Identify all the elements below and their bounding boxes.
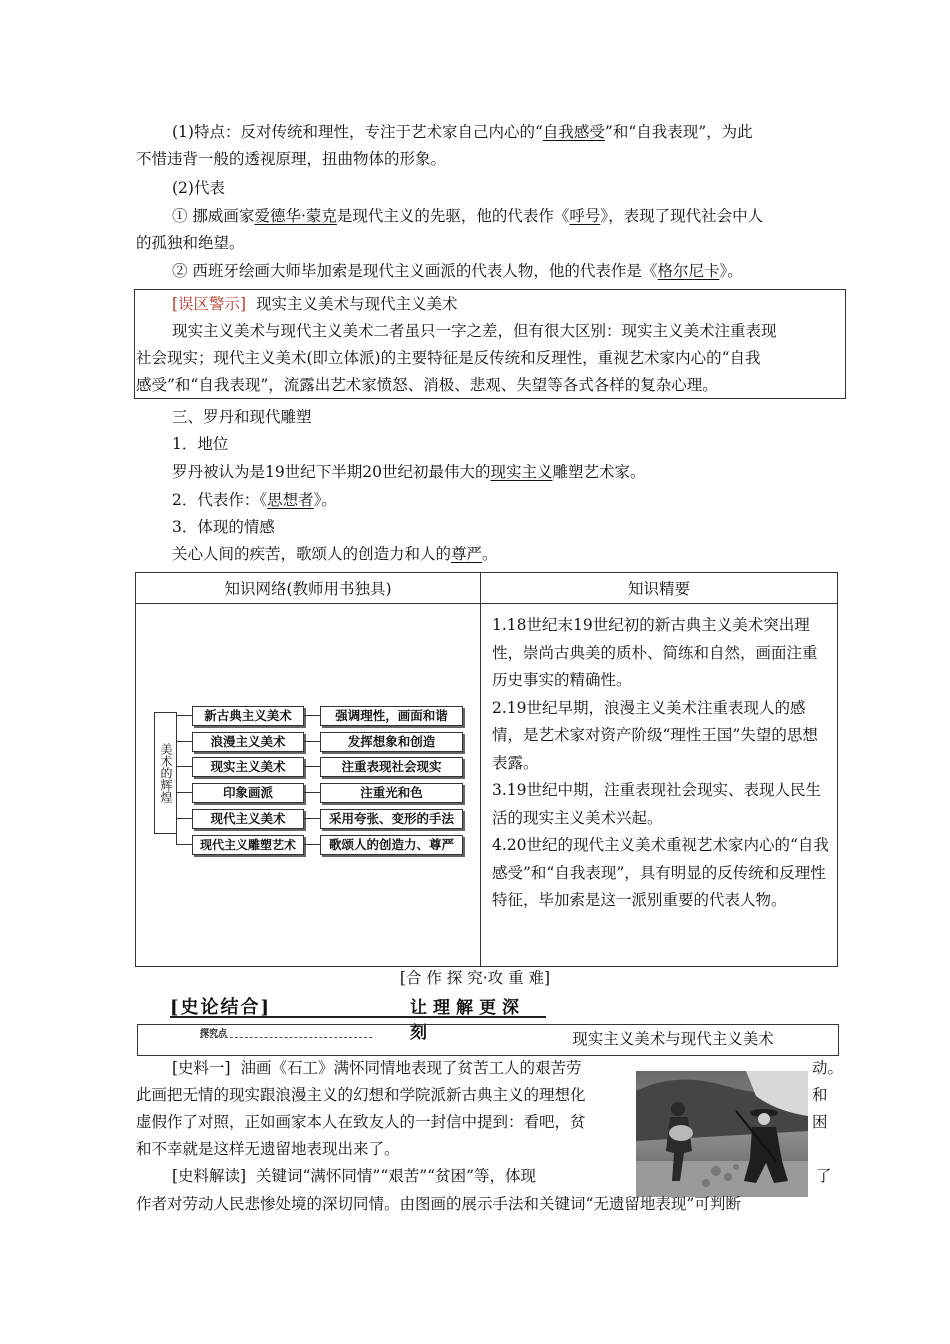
banner-left: [史论结合] [170, 997, 272, 1018]
mindmap-connector [176, 741, 192, 742]
essence-item: 2.19世纪早期，浪漫主义美术注重表现人的感情，是艺术家对资产阶级“理性王国”失望的思想表露。 [492, 698, 818, 772]
material-text: 和 [812, 1086, 828, 1104]
mindmap-node: 发挥想象和创造 [320, 732, 463, 752]
paragraph: (1)特点：反对传统和理性，专注于艺术家自己内心的“自我感受”和“自我表现”，为此 [172, 123, 753, 141]
essence-list [492, 612, 832, 915]
mindmap-node: 采用夸张、变形的手法 [320, 809, 463, 829]
mindmap-connector [176, 714, 177, 844]
mindmap-connector [176, 715, 192, 716]
material-text: 和不幸就是这样无遗留地表现出来了。 [136, 1140, 400, 1158]
paragraph: ② 西班牙绘画大师毕加索是现代主义画派的代表人物，他的代表作是《格尔尼卡》。 [172, 262, 743, 280]
material-text: 动。 [812, 1059, 844, 1077]
section-heading: 三、罗丹和现代雕塑 [172, 408, 312, 426]
essence-item: 1.18世纪末19世纪初的新古典主义美术突出理性，崇尚古典美的质朴、简练和自然，画面注重历史事实的精确性。 [492, 616, 818, 689]
mindmap-node: 浪漫主义美术 [192, 732, 304, 752]
essence-item: 4.20世纪的现代主义美术重视艺术家内心的“自我感受”和“自我表现”，具有明显的反传统和反理性特征，毕加索是这一派别重要的代表人物。 [492, 836, 829, 909]
mindmap-connector [176, 844, 192, 845]
material-text: 此画把无情的现实跟浪漫主义的幻想和学院派新古典主义的理想化 [136, 1086, 586, 1104]
coop-heading: [合 作 探 究·攻 重 难] [399, 969, 551, 987]
table-header-right: 知识精要 [481, 573, 838, 604]
topic-tag-rule [200, 1037, 372, 1038]
topic-title: 现实主义美术与现代主义美术 [572, 1030, 774, 1048]
subheading: 3．体现的情感 [172, 518, 275, 536]
mindmap-node: 强调理性，画面和谐 [320, 706, 463, 726]
banner-rule [170, 1016, 546, 1018]
mindmap-root: 美术的辉煌 [154, 712, 177, 834]
mindmap-connector [176, 792, 192, 793]
subheading: (2)代表 [172, 179, 225, 197]
mindmap-node: 注重表现社会现实 [320, 757, 463, 777]
warning-text: 现实主义美术与现代主义美术二者虽只一字之差，但有很大区别：现实主义美术注重表现 [172, 322, 777, 340]
mindmap-connector [304, 741, 320, 742]
mindmap-connector [304, 766, 320, 767]
mindmap-connector [304, 715, 320, 716]
mindmap-node: 现实主义美术 [192, 757, 304, 777]
reading-text: [史料解读] 关键词“满怀同情”“艰苦”“贫困”等，体现 [172, 1167, 537, 1185]
warning-text: 社会现实；现代主义美术(即立体派)的主要特征是反传统和反理性，重视艺术家内心的“自我 [136, 349, 761, 367]
paragraph: 2．代表作：《思想者》。 [172, 491, 337, 509]
mindmap-connector [176, 766, 192, 767]
reading-text: 作者对劳动人民悲惨处境的深切同情。由图画的展示手法和关键词“无遗留地表现”可判断 [136, 1195, 741, 1213]
mindmap-connector [304, 792, 320, 793]
paragraph: ① 挪威画家爱德华·蒙克是现代主义的先驱，他的代表作《呼号》，表现了现代社会中人 [172, 207, 764, 225]
topic-bar [137, 1024, 839, 1056]
mindmap-node: 印象画派 [192, 783, 304, 803]
material-text: 困 [812, 1113, 828, 1131]
mindmap-node: 新古典主义美术 [192, 706, 304, 726]
mindmap-connector [176, 818, 192, 819]
paragraph: 不惜违背一般的透视原理，扭曲物体的形象。 [136, 150, 447, 168]
paragraph: 的孤独和绝望。 [136, 234, 245, 252]
mindmap-node: 歌颂人的创造力、尊严 [320, 835, 463, 855]
mindmap-connector [304, 844, 320, 845]
essence-item: 3.19世纪中期，注重表现社会现实、表现人民生活的现实主义美术兴起。 [492, 781, 822, 827]
material-text: 虚假作了对照，正如画家本人在致友人的一封信中提到：看吧，贫 [136, 1113, 586, 1131]
banner-right: 让理解更深刻 [410, 998, 525, 1043]
mindmap-node: 注重光和色 [320, 783, 463, 803]
mindmap-connector [304, 818, 320, 819]
paragraph: 罗丹被认为是19世纪下半期20世纪初最伟大的现实主义雕塑艺术家。 [172, 463, 646, 481]
warning-text: 感受”和“自我表现”，流露出艺术家愤怒、消极、悲观、失望等各式各样的复杂心理。 [136, 376, 718, 394]
material-text: [史料一] 油画《石工》满怀同情地表现了贫苦工人的艰苦劳 [172, 1059, 582, 1077]
paragraph: 关心人间的疾苦，歌颂人的创造力和人的尊严。 [172, 545, 498, 563]
subheading: 1．地位 [172, 435, 229, 453]
mindmap-node: 现代主义雕塑艺术 [192, 835, 304, 855]
topic-tag: 探究点 [200, 1029, 228, 1039]
mindmap-node: 现代主义美术 [192, 809, 304, 829]
reading-text: 了 [816, 1167, 832, 1185]
warning-title: [误区警示] 现实主义美术与现代主义美术 [172, 295, 458, 313]
table-header-left: 知识网络(教师用书独具) [136, 573, 481, 604]
